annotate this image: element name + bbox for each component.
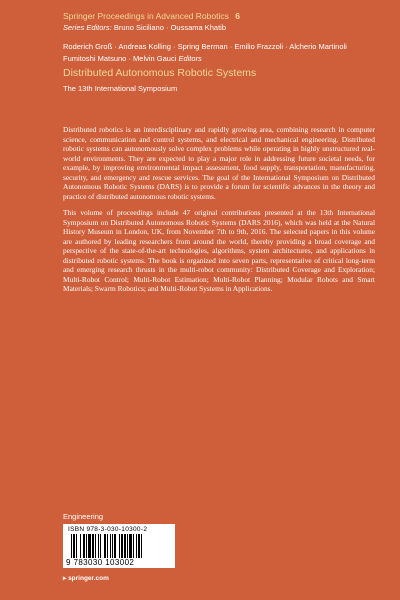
cover-header <box>63 10 390 94</box>
isbn-label: ISBN 978-3-030-10300-2 <box>68 526 148 533</box>
series-editors-line <box>63 22 390 34</box>
book-subtitle: The 13th International Symposium <box>63 84 178 93</box>
series-editors-names: Bruno Siciliano · Oussama Khatib <box>113 23 227 32</box>
barcode-icon <box>71 534 169 558</box>
book-editors-line2-wrap <box>63 53 390 65</box>
series-volume: 6 <box>235 11 240 21</box>
barcode-digits: 9 783030 103002 <box>66 558 135 567</box>
book-editors-line2: Fumitoshi Matsuno · Melvin Gauci <box>63 53 177 63</box>
series-line <box>63 10 390 22</box>
description <box>63 125 375 301</box>
description-paragraph-2: This volume of proceedings include 47 original contributions presented at the 13th International Symposium on Distributed Autonomous Robotic Systems (DARS 2016), which was held at the Natural History Museum in London, UK, from November 7th to 9th, 2016. The selected papers in this volume are authored by leading researchers from around the world, thereby providing a broad coverage and perspective of the state-of-the-art technologies, algorithms, system architectures, and applications in distributed robotic systems. The book is organized into seven parts, representative of critical long-term and emerging research thrusts in the multi-robot community: Distributed Coverage and Exploration; Multi-Robot Control; Multi-Robot Estimation; Multi-Robot Planning; Modular Robots and Smart Materials; Swarm Robotics; and Multi-Robot Systems in Applications. <box>63 208 375 293</box>
book-editors-line1: Roderich Groß · Andreas Kolling · Spring Berman · Emilio Frazzoli · Alcherio Martinoli <box>63 42 347 51</box>
book-editors-label: Editors <box>178 53 202 63</box>
book-title: Distributed Autonomous Robotic Systems <box>63 67 257 79</box>
series-editors-label: Series Editors: <box>63 23 112 32</box>
barcode-box <box>63 524 175 568</box>
series-name: Springer Proceedings in Advanced Robotics <box>63 11 229 21</box>
book-editors <box>63 41 390 64</box>
description-paragraph-1: Distributed robotics is an interdisciplinary and rapidly growing area, combining research in computer science, communication and control systems, and electrical and mechanical engineering. Distributed robotic systems can autonomously solve complex problems while operating in highly unstructured real-world environments. They are expected to play a major role in addressing future societal needs, for example, by improving environmental impact assessment, food supply, transportation, manufacturing, security, and emergency and rescue services. The goal of the International Symposium on Distributed Autonomous Robotic Systems (DARS) is to provide a forum for scientific advances in the theory and practice of distributed autonomous robotic systems. <box>63 125 375 201</box>
subject-label: Engineering <box>63 512 104 521</box>
publisher-website: ▸ springer.com <box>63 575 109 582</box>
